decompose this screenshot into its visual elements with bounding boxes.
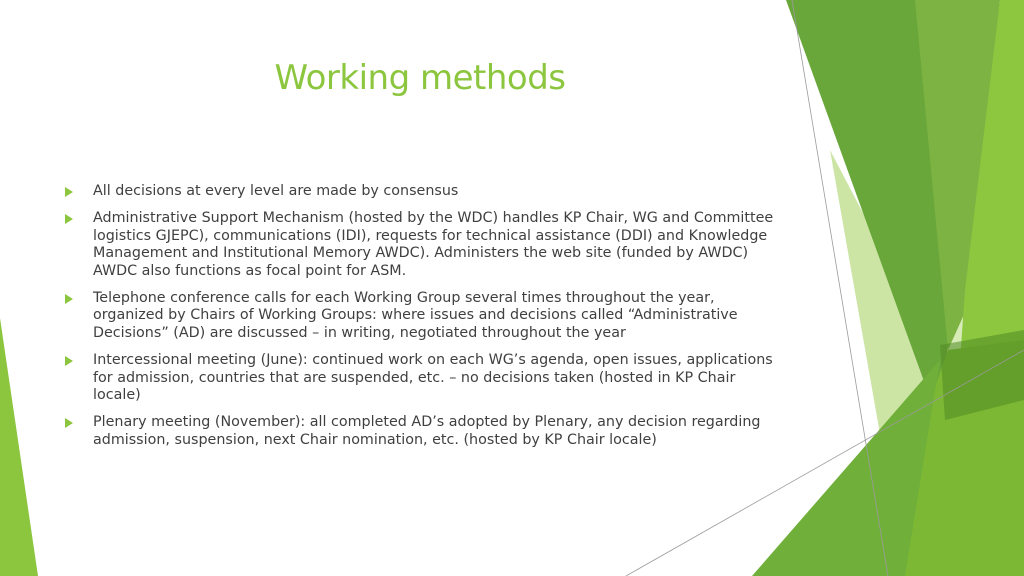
triangle-right-icon (65, 418, 73, 428)
bullet-item (64, 352, 780, 404)
bullet-list (64, 183, 780, 459)
bullet-item (64, 414, 780, 449)
green-band-left (0, 318, 38, 576)
bullet-text: Administrative Support Mechanism (hosted by the WDC) handles KP Chair, WG and Committee logistics GJEPC), communications (IDI), requests for technical assistance (DDI) and Knowledge Management and Institutional Memory AWDC). Administers the web site (funded by AWDC) AWDC also functions as focal point for ASM. (93, 210, 774, 279)
triangle-right-icon (65, 187, 73, 197)
slide-title: Working methods (274, 58, 566, 98)
bullet-text: All decisions at every level are made by consensus (93, 183, 459, 199)
bullet-item (64, 210, 780, 280)
bullet-item (64, 183, 780, 200)
bullet-text: Plenary meeting (November): all completed AD’s adopted by Plenary, any decision regarding admission, suspension, next Chair nomination, etc. (hosted by KP Chair locale) (93, 414, 761, 448)
bullet-item (64, 290, 780, 342)
triangle-right-icon (65, 294, 73, 304)
bullet-text: Intercessional meeting (June): continued work on each WG’s agenda, open issues, applications for admission, countries that are suspended, etc. – no decisions taken (hosted in KP Chair locale) (93, 352, 773, 404)
bullet-text: Telephone conference calls for each Working Group several times throughout the year, organized by Chairs of Working Groups: where issues and decisions called “Administrative Decisions” (AD) are discussed – in writing, negotiated throughout the year (93, 290, 738, 341)
triangle-right-icon (65, 214, 73, 224)
triangle-right-icon (65, 356, 73, 366)
